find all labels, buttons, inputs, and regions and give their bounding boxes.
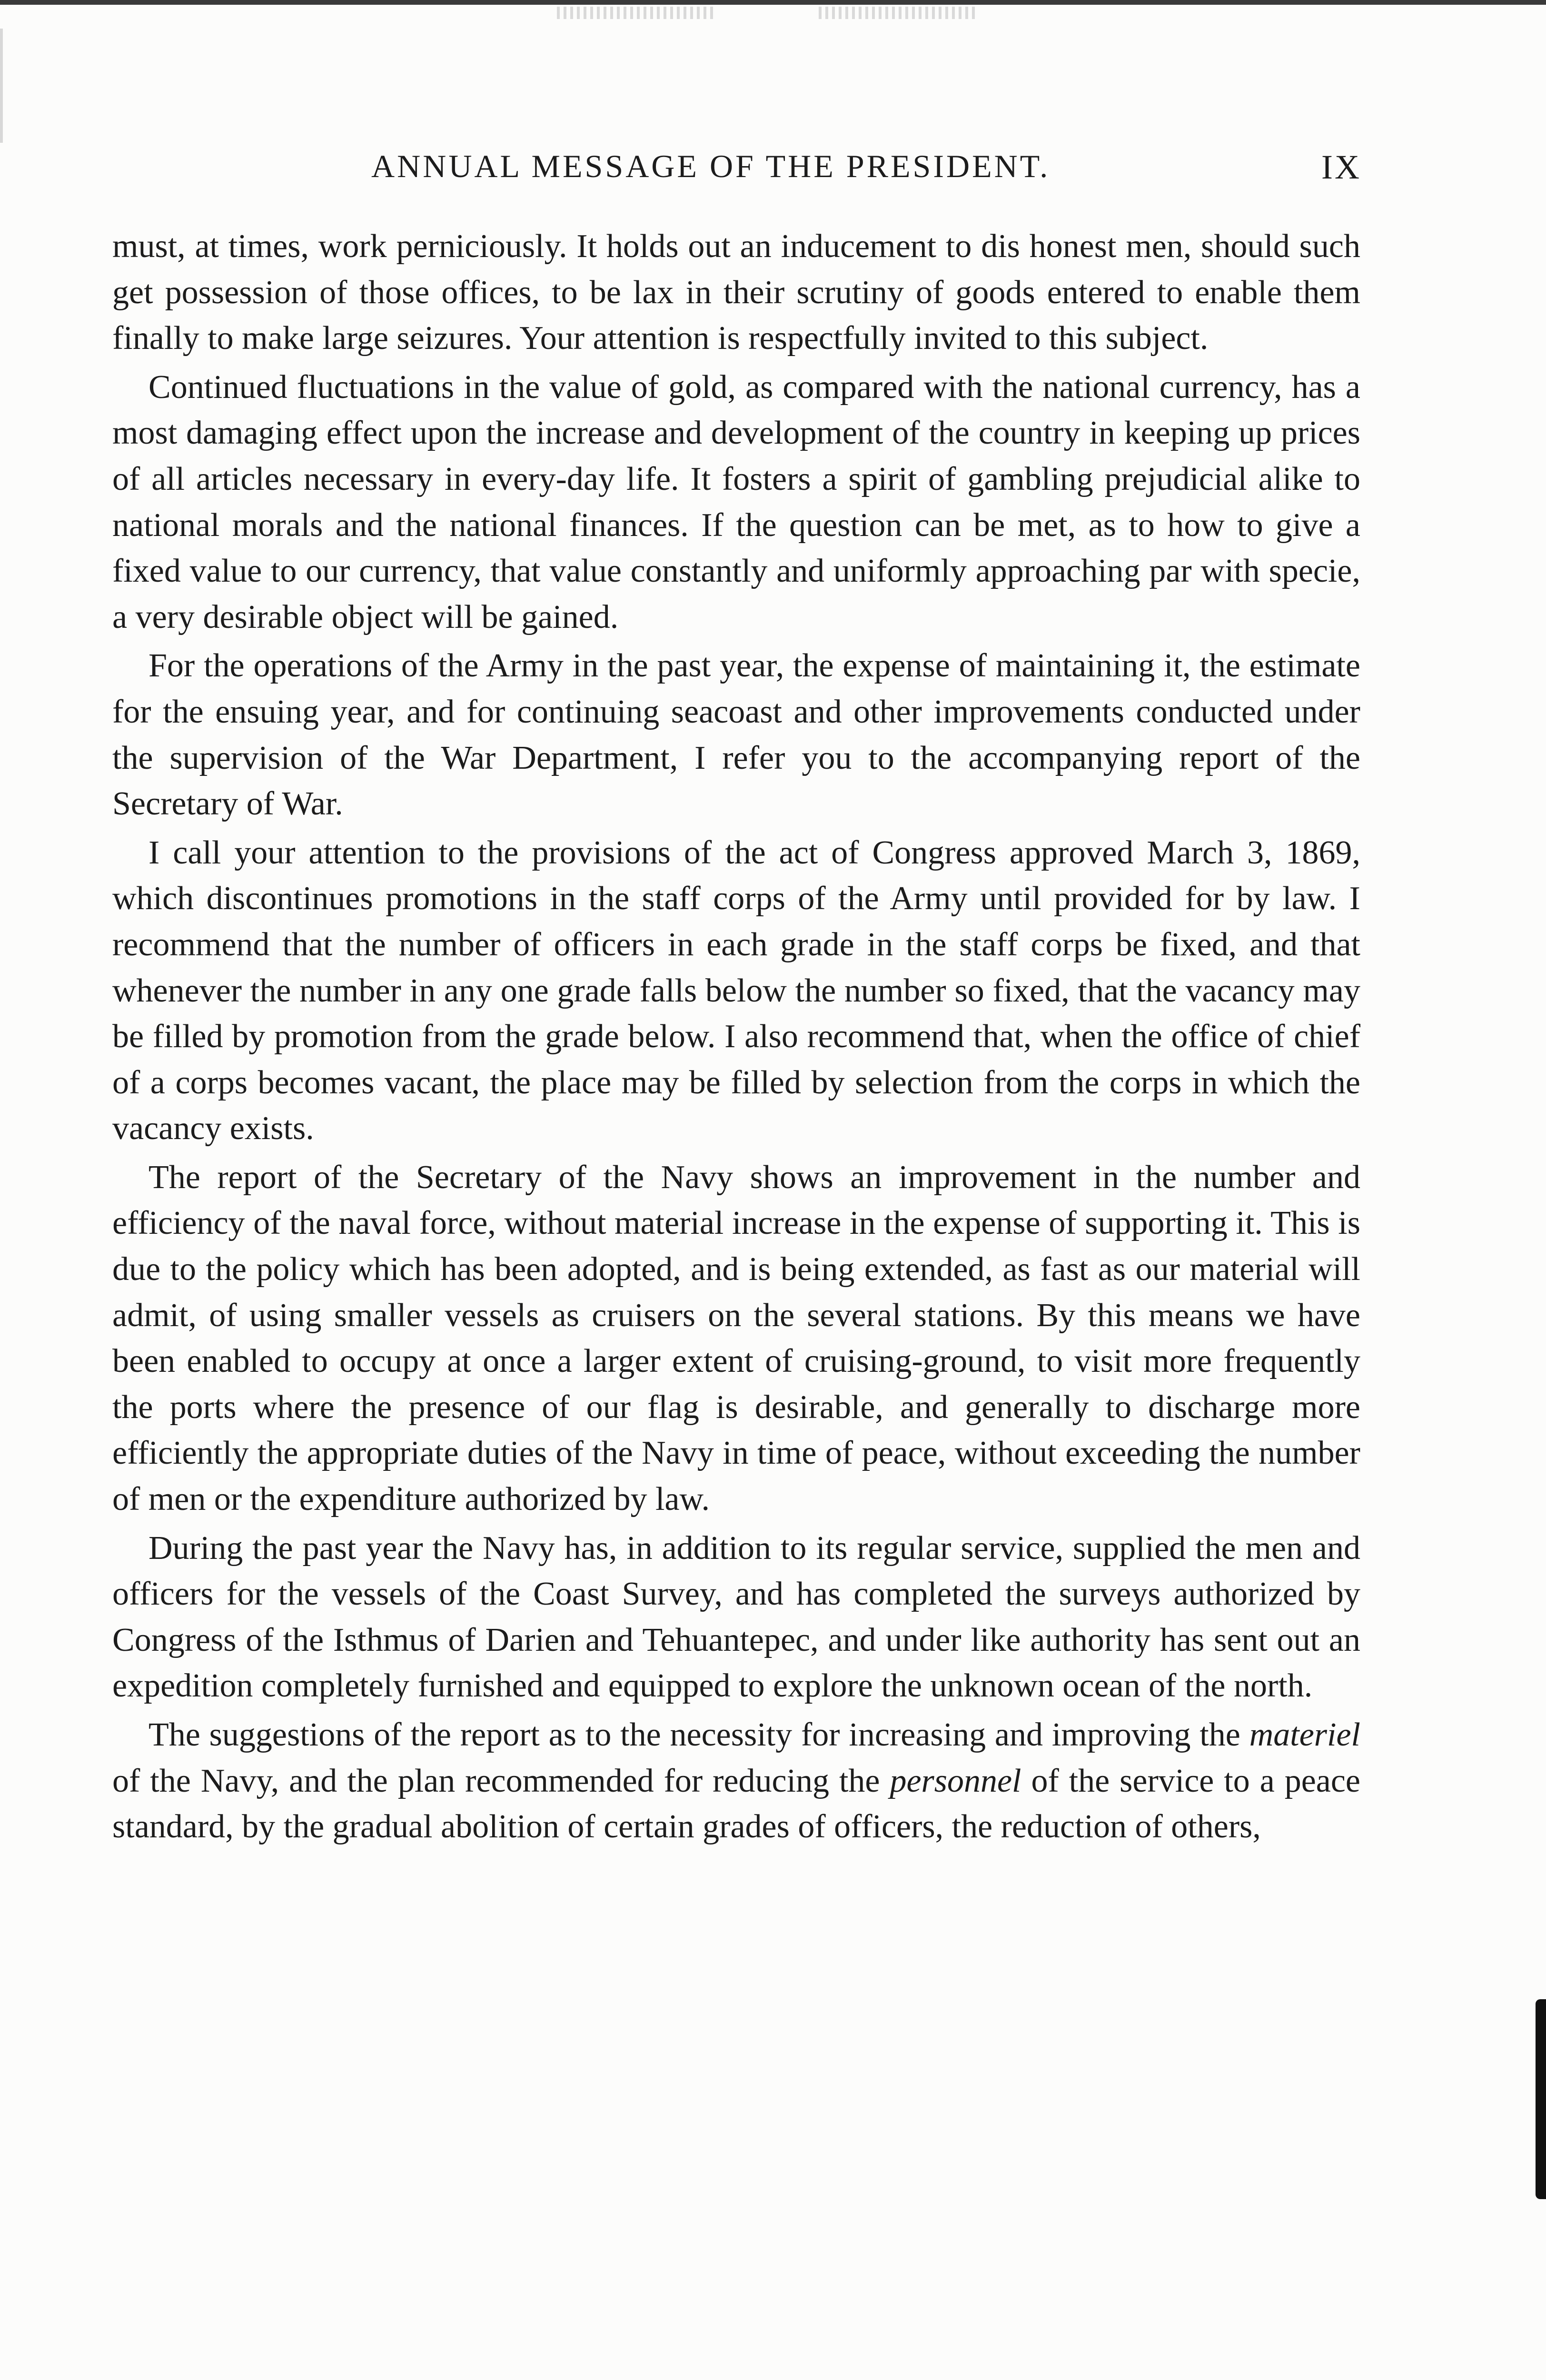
paragraph-gold-fluctuations: Continued fluctuations in the value of gold, as compared with the national currency, has a most damaging effect upon the increase and development of the country in keeping up prices of all articles necessary in every-day life. It fosters a spirit of gambling prejudicial alike to national morals and the national finances. If the question can be met, as to how to give a fixed value to our currency, that value constantly and uniformly approaching par with specie, a very desirable object will be gained. <box>112 368 1360 635</box>
paragraph-navy-suggestions <box>112 1712 1360 1850</box>
page-binding-edge <box>0 29 3 143</box>
paragraph-staff-corps: I call your attention to the provisions of the act of Congress approved March 3, 1869, which discontinues promotions in the staff corps of the Army until provided for by law. I recommend that the number of officers in each grade in the staff corps be fixed, and that whenever the number in any one grade falls below the number so fixed, that the vacancy may be filled by promotion from the grade below. I also recommend that, when the office of chief of a corps becomes vacant, the place may be filled by selection from the corps in which the vacancy exists. <box>112 834 1360 1147</box>
body-text <box>112 224 1360 1853</box>
paragraph-army-operations: For the operations of the Army in the past year, the expense of maintaining it, the estimate for the ensuing year, and for continuing seacoast and other improvements conducted under the supervision of the War Department, I refer you to the accompanying report of the Secretary of War. <box>112 647 1360 823</box>
running-head <box>119 143 1361 195</box>
scan-smudge <box>557 7 714 19</box>
italic-term-personnel: personnel <box>890 1762 1021 1799</box>
scan-smudge <box>819 7 976 19</box>
paragraph-navy-report: The report of the Secretary of the Navy shows an improvement in the number and efficiency of the naval force, without material increase in the expense of supporting it. This is due to the policy which has been adopted, and is being extended, as fast as our material will admit, of using smaller vessels as cruisers on the several stations. By this means we have been enabled to occupy at once a larger extent of cruising-ground, to visit more frequently the ports where the presence of our flag is desirable, and generally to discharge more efficiently the appropriate duties of the Navy in time of peace, without exceeding the number of men or the expenditure authorized by law. <box>112 1159 1360 1518</box>
running-title: ANNUAL MESSAGE OF THE PRESIDENT. <box>371 148 1050 184</box>
page-clip-mark <box>1536 1999 1546 2199</box>
italic-term-materiel: materiel <box>1249 1716 1360 1753</box>
paragraph-navy-surveys: During the past year the Navy has, in addition to its regular service, supplied the men and officers for the vessels of the Coast Survey, and has completed the surveys authorized by Congress of the Isthmus of Darien and Tehuantepec, and under like authority has sent out an expedition completely furnished and equipped to explore the unknown ocean of the north. <box>112 1529 1360 1705</box>
text-segment: of the service to a peace standard, by the gradual abolition of certain grades of officers, the reduction of others, <box>112 1762 1360 1845</box>
paragraph-customs-seizures: must, at times, work perniciously. It holds out an inducement to dis honest men, should such get possession of those offices, to be lax in their scrutiny of goods entered to enable them finally to make large seizures. Your attention is respectfully invited to this subject. <box>112 228 1360 357</box>
page-top-edge <box>0 0 1546 5</box>
page-number: IX <box>1321 148 1361 186</box>
text-segment: The suggestions of the report as to the necessity for increasing and improving the <box>149 1716 1249 1753</box>
text-segment: of the Navy, and the plan recommended for reducing the <box>112 1762 890 1799</box>
